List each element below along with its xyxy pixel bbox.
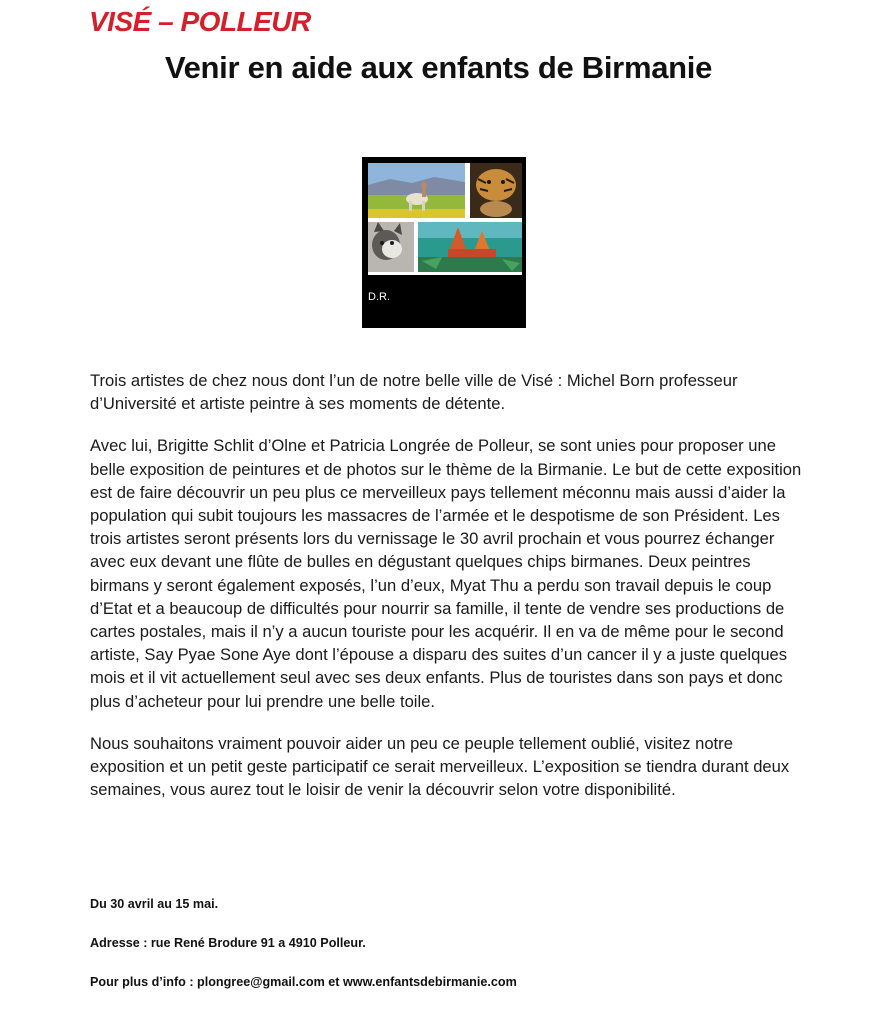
article-photo bbox=[362, 157, 526, 328]
article-paragraph: Nous souhaitons vraiment pouvoir aider un peu ce peuple tellement oublié, visitez notre exposition et un petit geste participatif ce serait merveilleux. L’exposition se tiendra durant deux semaines, vous aurez tout le loisir de venir la découvrir selon votre disponibilité. bbox=[90, 733, 790, 800]
article-kicker: VISÉ – POLLEUR bbox=[89, 6, 311, 37]
painting-landscape-rider bbox=[368, 163, 465, 218]
article-paragraph: Trois artistes de chez nous dont l’un de notre belle ville de Visé : Michel Born professeur d’Université et artiste peintre à ses moments de détente. bbox=[90, 371, 738, 414]
article-body bbox=[90, 369, 810, 820]
article-headline: Venir en aide aux enfants de Birmanie bbox=[164, 50, 713, 85]
event-dates: Du 30 avril au 15 mai. bbox=[90, 897, 219, 911]
event-contact: Pour plus d’info : plongree@gmail.com et www.enfantsdebirmanie.com bbox=[90, 975, 517, 989]
photo-cat bbox=[368, 222, 414, 272]
photo-credit: D.R. bbox=[368, 291, 390, 303]
article-paragraph: Avec lui, Brigitte Schlit d’Olne et Patricia Longrée de Polleur, se sont unies pour proposer une belle exposition de peintures et de photos sur le thème de la Birmanie. Le but de cette exposition est de faire découvrir un peu plus ce merveilleux pays tellement méconnu mais aussi d’aider la population qui subit toujours les massacres de l’armée et le despotisme de son Président. Les trois artistes seront présents lors du vernissage le 30 avril prochain et vous pourrez échanger avec eux devant une flûte de bulles en dégustant quelques chips birmanes. Deux peintres birmans y seront également exposés, l’un d’eux, Myat Thu a perdu son travail depuis le coup d’Etat et a beaucoup de difficultés pour nourrir sa famille, il tente de vendre ses productions de cartes postales, mais il n’y a aucun touriste pour les acquérir. Il en va de même pour le second artiste, Say Pyae Sone Aye dont l’épouse a disparu des suites d’un cancer il y a juste quelques mois et il vit actuellement seul avec ses deux enfants. Plus de touristes dans son pays et donc plus d’acheteur pour lui prendre une belle toile. bbox=[90, 436, 802, 711]
event-address: Adresse : rue René Brodure 91 a 4910 Polleur. bbox=[90, 936, 366, 950]
painting-tiger bbox=[470, 163, 522, 218]
painting-pagoda bbox=[418, 222, 522, 272]
